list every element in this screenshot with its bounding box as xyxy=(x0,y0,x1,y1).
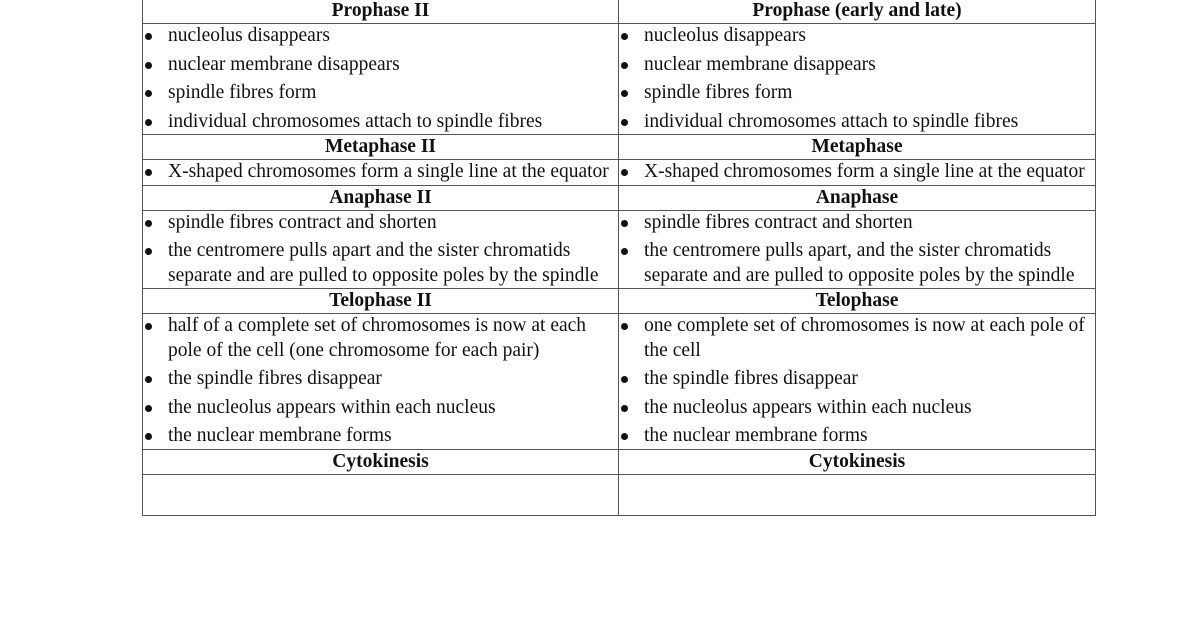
bullet-text: X-shaped chromosomes form a single line at the equator xyxy=(168,161,609,182)
bullet-icon xyxy=(621,62,628,69)
bullet-text: half of a complete set of chromosomes is now at each pole of the cell (one chromosome for each pair) xyxy=(168,315,587,361)
bullet-icon xyxy=(621,220,628,227)
bullet-icon xyxy=(145,33,152,40)
bullet-text: spindle fibres contract and shorten xyxy=(644,211,913,233)
right-phase-notes xyxy=(619,24,1096,135)
bullet-list xyxy=(143,314,618,449)
bullet-text: the spindle fibres disappear xyxy=(644,368,858,389)
phase-body-row xyxy=(143,210,1096,289)
bullet-icon xyxy=(621,376,628,383)
bullet-item xyxy=(619,160,1095,185)
bullet-item xyxy=(619,367,1095,392)
bullet-text: one complete set of chromosomes is now at each pole of the cell xyxy=(644,315,1085,361)
bullet-icon xyxy=(145,376,152,383)
bullet-text: nucleolus disappears xyxy=(644,25,806,46)
bullet-item xyxy=(143,110,618,135)
bullet-icon xyxy=(145,169,152,176)
right-phase-notes xyxy=(619,474,1096,515)
right-phase-notes xyxy=(619,160,1096,186)
right-phase-title: Anaphase xyxy=(619,185,1096,210)
bullet-icon xyxy=(145,220,152,227)
bullet-text: individual chromosomes attach to spindle fibres xyxy=(168,110,543,132)
left-phase-notes xyxy=(143,210,619,289)
bullet-item xyxy=(143,239,618,288)
bullet-icon xyxy=(621,405,628,412)
phase-header-row xyxy=(143,135,1096,160)
bullet-icon xyxy=(621,323,628,330)
bullet-icon xyxy=(145,433,152,440)
bullet-item xyxy=(619,424,1095,449)
bullet-text: the spindle fibres disappear xyxy=(168,368,382,389)
phase-header-row xyxy=(143,185,1096,210)
right-phase-title: Metaphase xyxy=(619,135,1096,160)
phase-header-row xyxy=(143,449,1096,474)
phase-header-row xyxy=(143,0,1096,24)
bullet-text: the nucleolus appears within each nucleus xyxy=(644,396,972,418)
phase-body-row xyxy=(143,160,1096,186)
bullet-item xyxy=(619,53,1095,78)
bullet-icon xyxy=(145,62,152,69)
bullet-list xyxy=(143,211,618,289)
bullet-icon xyxy=(621,248,628,255)
right-phase-title: Cytokinesis xyxy=(619,449,1096,474)
bullet-text: the nucleolus appears within each nucleus xyxy=(168,396,496,418)
bullet-text: X-shaped chromosomes form a single line at the equator xyxy=(644,161,1085,182)
right-phase-title: Prophase (early and late) xyxy=(619,0,1096,24)
bullet-item xyxy=(143,314,618,363)
phase-body-row xyxy=(143,474,1096,515)
bullet-text: the centromere pulls apart and the sister chromatids separate and are pulled to opposite poles by the spindle xyxy=(168,240,599,286)
bullet-text: spindle fibres contract and shorten xyxy=(168,211,437,233)
phase-header-row xyxy=(143,289,1096,314)
bullet-text: the nuclear membrane forms xyxy=(644,425,868,446)
bullet-item xyxy=(143,211,618,236)
bullet-item xyxy=(143,367,618,392)
bullet-icon xyxy=(145,119,152,126)
bullet-list xyxy=(619,160,1095,185)
left-phase-title: Telophase II xyxy=(143,289,619,314)
bullet-item xyxy=(143,424,618,449)
bullet-text: the nuclear membrane forms xyxy=(168,425,392,446)
bullet-item xyxy=(619,24,1095,49)
bullet-icon xyxy=(145,248,152,255)
bullet-list xyxy=(619,314,1095,449)
bullet-item xyxy=(143,81,618,106)
bullet-item xyxy=(143,396,618,421)
right-phase-notes xyxy=(619,314,1096,450)
bullet-list xyxy=(143,24,618,134)
bullet-icon xyxy=(621,33,628,40)
bullet-text: spindle fibres form xyxy=(168,82,317,103)
bullet-item xyxy=(619,81,1095,106)
bullet-item xyxy=(143,24,618,49)
bullet-item xyxy=(619,396,1095,421)
bullet-icon xyxy=(145,90,152,97)
bullet-list xyxy=(143,160,618,185)
right-phase-title: Telophase xyxy=(619,289,1096,314)
left-phase-title: Cytokinesis xyxy=(143,449,619,474)
bullet-icon xyxy=(145,323,152,330)
left-phase-notes xyxy=(143,160,619,186)
bullet-list xyxy=(619,211,1095,289)
bullet-item xyxy=(619,314,1095,363)
bullet-item xyxy=(619,211,1095,236)
bullet-icon xyxy=(621,169,628,176)
bullet-item xyxy=(143,160,618,185)
bullet-icon xyxy=(621,433,628,440)
phase-comparison-table xyxy=(142,0,1096,516)
left-phase-notes xyxy=(143,314,619,450)
left-phase-title: Anaphase II xyxy=(143,185,619,210)
bullet-text: nucleolus disappears xyxy=(168,25,330,46)
bullet-list xyxy=(619,24,1095,134)
bullet-text: nuclear membrane disappears xyxy=(644,53,876,75)
left-phase-notes xyxy=(143,24,619,135)
bullet-text: nuclear membrane disappears xyxy=(168,53,400,75)
bullet-icon xyxy=(621,119,628,126)
bullet-icon xyxy=(621,90,628,97)
bullet-item xyxy=(619,110,1095,135)
bullet-text: spindle fibres form xyxy=(644,82,793,103)
phase-body-row xyxy=(143,24,1096,135)
left-phase-title: Prophase II xyxy=(143,0,619,24)
phase-body-row xyxy=(143,314,1096,450)
bullet-text: individual chromosomes attach to spindle fibres xyxy=(644,110,1019,132)
bullet-item xyxy=(619,239,1095,288)
left-phase-notes xyxy=(143,474,619,515)
left-phase-title: Metaphase II xyxy=(143,135,619,160)
right-phase-notes xyxy=(619,210,1096,289)
bullet-icon xyxy=(145,405,152,412)
bullet-item xyxy=(143,53,618,78)
bullet-text: the centromere pulls apart, and the sister chromatids separate and are pulled to opposite poles by the spindle xyxy=(644,240,1075,286)
